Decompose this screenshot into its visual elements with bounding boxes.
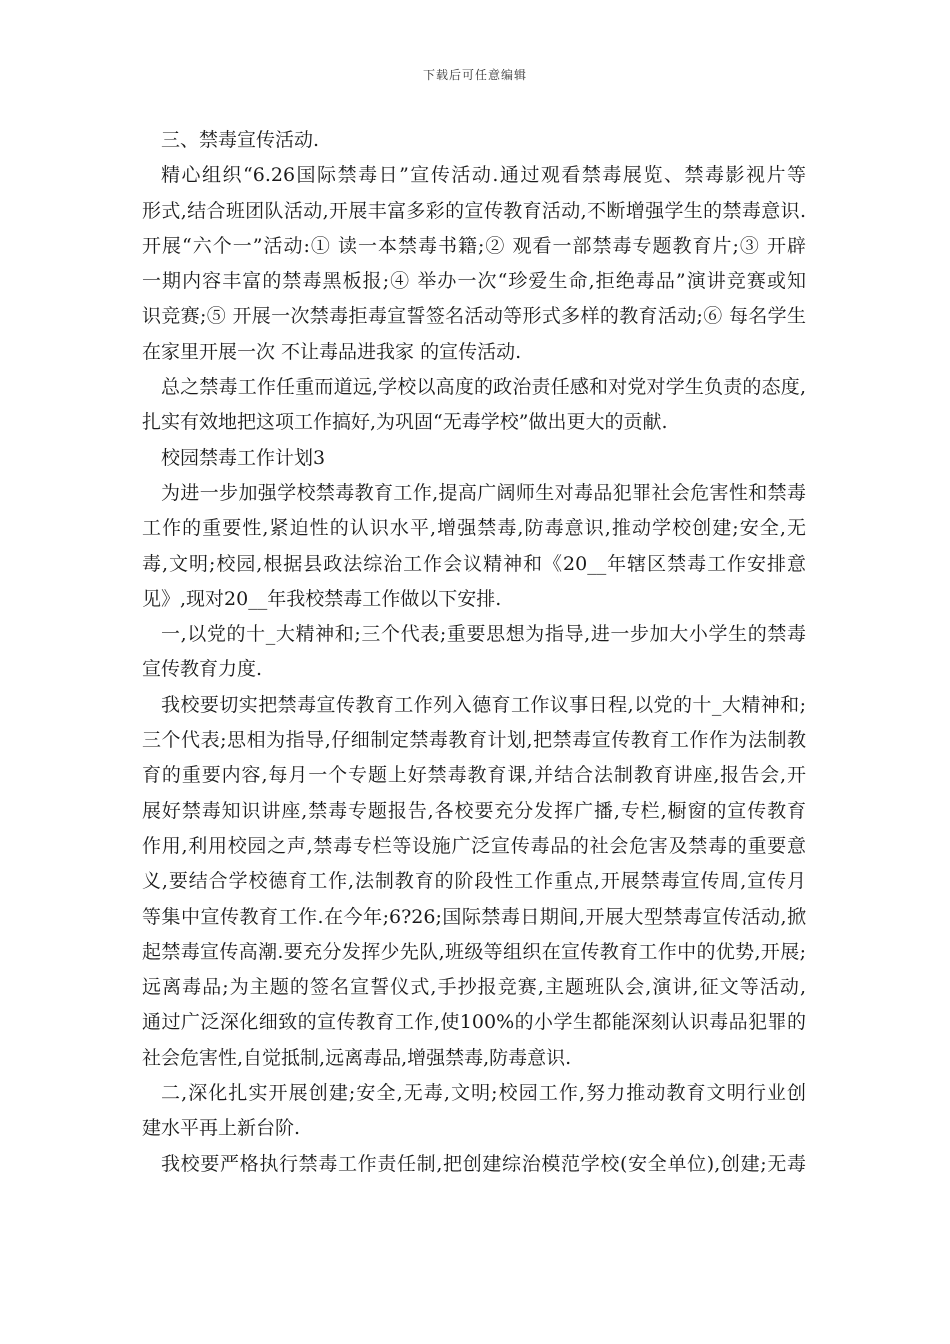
- text-line: 一,以党的十_大精神和;三个代表;重要思想为指导,进一步加大小学生的禁毒: [161, 623, 806, 646]
- text-line: 工作的重要性,紧迫性的认识水平,增强禁毒,防毒意识,推动学校创建;安全,无: [142, 517, 806, 540]
- text-line: 作用,利用校园之声,禁毒专栏等设施广泛宣传毒品的社会危害及禁毒的重要意: [142, 834, 806, 857]
- text-line: 二,深化扎实开展创建;安全,无毒,文明;校园工作,努力推动教育文明行业创: [161, 1082, 806, 1105]
- text-line: 三个代表;思相为指导,仔细制定禁毒教育计划,把禁毒宣传教育工作作为法制教: [142, 729, 806, 752]
- text-line: 形式,结合班团队活动,开展丰富多彩的宣传教育活动,不断增强学生的禁毒意识.: [142, 199, 806, 222]
- text-line: 校园禁毒工作计划3: [161, 446, 326, 469]
- text-line: 三、禁毒宣传活动.: [161, 129, 320, 151]
- text-line: 我校要严格执行禁毒工作责任制,把创建综治模范学校(安全单位),创建;无毒: [161, 1152, 806, 1175]
- text-line: 社会危害性,自觉抵制,远离毒品,增强禁毒,防毒意识.: [142, 1046, 572, 1069]
- text-line: 等集中宣传教育工作.在今年;6?26;国际禁毒日期间,开展大型禁毒宣传活动,掀: [142, 905, 806, 928]
- document-body: [142, 123, 806, 1182]
- text-line: 开展“六个一”活动:① 读一本禁毒书籍;② 观看一部禁毒专题教育片;③ 开辟: [142, 234, 806, 257]
- text-line: 展好禁毒知识讲座,禁毒专题报告,各校要充分发挥广播,专栏,橱窗的宣传教育: [142, 799, 806, 822]
- text-line: 通过广泛深化细致的宣传教育工作,使100%的小学生都能深刻认识毒品犯罪的: [142, 1011, 806, 1034]
- text-line: 我校要切实把禁毒宣传教育工作列入德育工作议事日程,以党的十_大精神和;: [161, 693, 806, 716]
- text-line: 宣传教育力度.: [142, 658, 263, 681]
- text-line: 扎实有效地把这项工作搞好,为巩固“无毒学校”做出更大的贡献.: [142, 411, 668, 434]
- text-line: 毒,文明;校园,根据县政法综治工作会议精神和《20__年辖区禁毒工作安排意: [142, 552, 806, 575]
- text-line: 总之禁毒工作任重而道远,学校以高度的政治责任感和对党对学生负责的态度,: [161, 376, 806, 399]
- text-line: 为进一步加强学校禁毒教育工作,提高广阔师生对毒品犯罪社会危害性和禁毒: [161, 481, 806, 504]
- text-line: 远离毒品;为主题的签名宣誓仪式,手抄报竞赛,主题班队会,演讲,征文等活动,: [142, 976, 806, 999]
- text-line: 育的重要内容,每月一个专题上好禁毒教育课,并结合法制教育讲座,报告会,开: [142, 764, 806, 787]
- text-line: 在家里开展一次 不让毒品进我家 的宣传活动.: [142, 340, 522, 363]
- text-line: 起禁毒宣传高潮.要充分发挥少先队,班级等组织在宣传教育工作中的优势,开展;: [142, 940, 806, 963]
- text-line: 精心组织“6.26国际禁毒日”宣传活动.通过观看禁毒展览、禁毒影视片等: [161, 164, 806, 187]
- header-note: 下载后可任意编辑: [422, 68, 527, 82]
- text-line: 见》,现对20__年我校禁毒工作做以下安排.: [142, 587, 502, 610]
- text-line: 识竞赛;⑤ 开展一次禁毒拒毒宣誓签名活动等形式多样的教育活动;⑥ 每名学生: [142, 305, 806, 328]
- text-line: 一期内容丰富的禁毒黑板报;④ 举办一次“珍爱生命,拒绝毒品”演讲竞赛或知: [142, 270, 806, 293]
- text-line: 建水平再上新台阶.: [142, 1117, 301, 1140]
- text-line: 义,要结合学校德育工作,法制教育的阶段性工作重点,开展禁毒宣传周,宣传月: [142, 870, 806, 893]
